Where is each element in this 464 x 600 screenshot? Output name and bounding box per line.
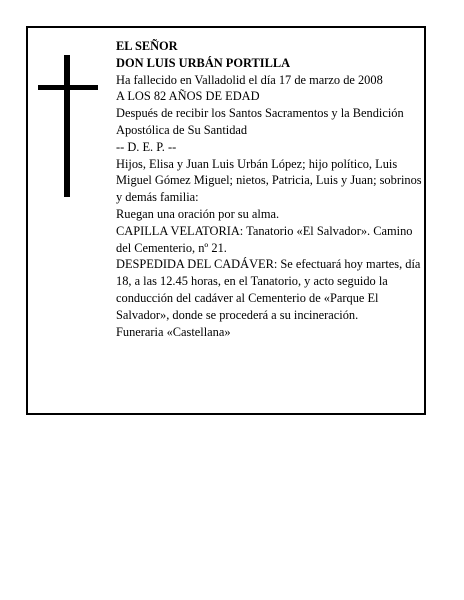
dep-text: -- D. E. P. --	[116, 139, 177, 154]
farewell-text: DESPEDIDA DEL CADÁVER: Se efectuará hoy martes, día 18, a las 12.45 horas, en el Tanatorio, y acto seguido la conducción del cadáver al Cementerio de «Parque El Salvador», donde se procederá a su incineración.	[116, 257, 421, 322]
sacraments-text: Después de recibir los Santos Sacramentos y la Bendición Apostólica de Su Santidad	[116, 106, 404, 137]
vigil-text: CAPILLA VELATORIA: Tanatorio «El Salvador». Camino del Cementerio, nº 21.	[116, 223, 413, 255]
cross-icon	[64, 55, 70, 197]
deceased-name: DON LUIS URBÁN PORTILLA	[116, 55, 291, 70]
cross-icon-bar	[38, 85, 98, 90]
title-line-1: EL SEÑOR	[116, 39, 178, 53]
prayer-request: Ruegan una oración por su alma.	[116, 206, 280, 221]
obituary-text	[116, 38, 422, 340]
family-text: Hijos, Elisa y Juan Luis Urbán López; hijo político, Luis Miguel Gómez Miguel; nietos, Patricia, Luis y Juan; sobrinos y demás familia:	[116, 156, 422, 205]
age-notice: A LOS 82 AÑOS DE EDAD	[116, 89, 260, 104]
death-notice: Ha fallecido en Valladolid el día 17 de marzo de 2008	[116, 72, 383, 87]
funeral-home: Funeraria «Castellana»	[116, 324, 231, 339]
